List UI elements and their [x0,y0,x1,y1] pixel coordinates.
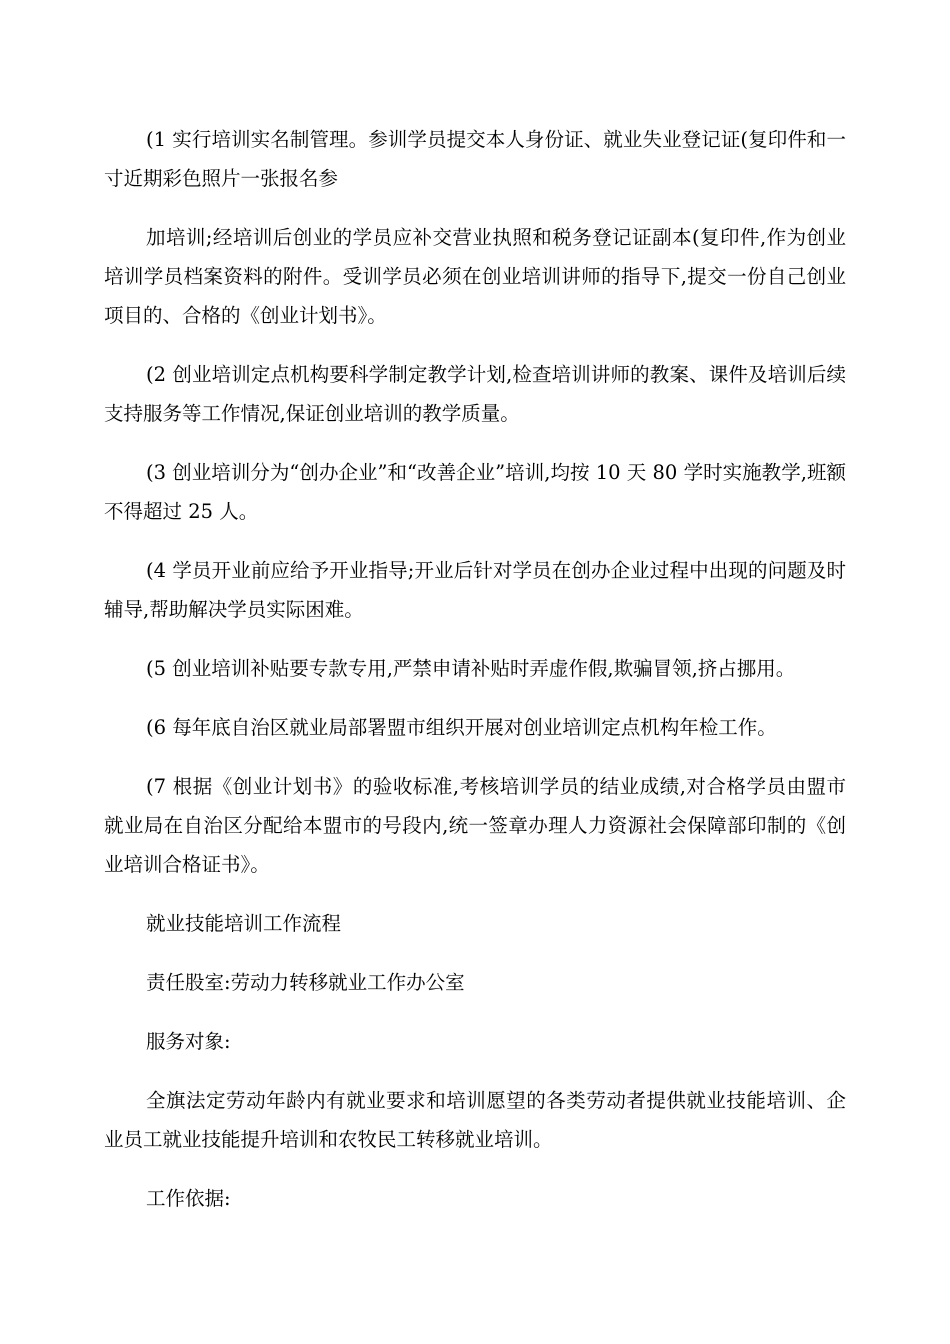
responsible-office: 责任股室:劳动力转移就业工作办公室 [146,971,465,994]
paragraph-5: (4 学员开业前应给予开业指导;开业后针对学员在创办企业过程中出现的问题及时辅导,帮助解决学员实际困难。 [104,559,846,621]
work-basis-label: 工作依据: [146,1187,231,1210]
paragraph-4: (3 创业培训分为“创办企业”和“改善企业”培训,均按 10 天 80 学时实施教学,班额不得超过 25 人。 [104,461,846,523]
paragraph-1: (1 实行培训实名制管理。参训学员提交本人身份证、就业失业登记证(复印件和一寸近期彩色照片一张报名参 [104,128,846,190]
paragraph-6: (5 创业培训补贴要专款专用,严禁申请补贴时弄虚作假,欺骗冒领,挤占挪用。 [146,657,796,680]
paragraph-3: (2 创业培训定点机构要科学制定教学计划,检查培训讲师的教案、课件及培训后续支持服务等工作情况,保证创业培训的教学质量。 [104,363,846,425]
service-target-label: 服务对象: [146,1030,231,1053]
paragraph-2: 加培训;经培训后创业的学员应补交营业执照和税务登记证副本(复印件,作为创业培训学员档案资料的附件。受训学员必须在创业培训讲师的指导下,提交一份自己创业项目的、合格的《创业计划书》。 [104,226,846,327]
service-target-text: 全旗法定劳动年龄内有就业要求和培训愿望的各类劳动者提供就业技能培训、企业员工就业技能提升培训和农牧民工转移就业培训。 [104,1089,846,1151]
paragraph-7: (6 每年底自治区就业局部署盟市组织开展对创业培训定点机构年检工作。 [146,716,777,739]
section-heading: 就业技能培训工作流程 [146,912,342,935]
paragraph-8: (7 根据《创业计划书》的验收标准,考核培训学员的结业成绩,对合格学员由盟市就业局在自治区分配给本盟市的号段内,统一签章办理人力资源社会保障部印制的《创业培训合格证书》。 [104,775,846,876]
